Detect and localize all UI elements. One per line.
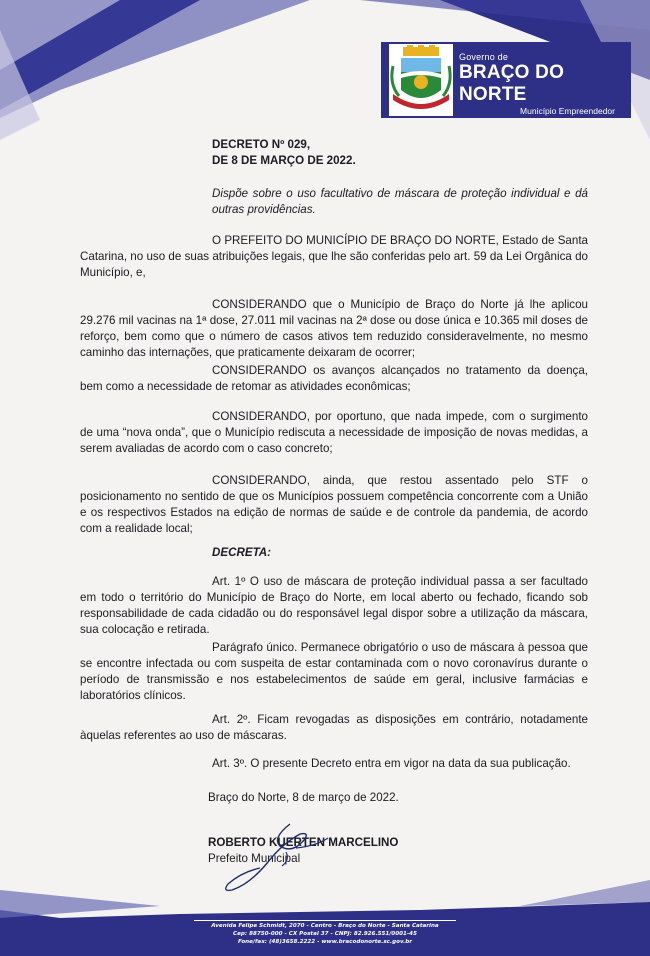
- decreta-heading: DECRETA:: [212, 546, 272, 559]
- article-2: Art. 2º. Ficam revogadas as disposições em contrário, notadamente àquelas referentes ao uso de máscaras.: [80, 713, 588, 742]
- considerando-paragraph-3: CONSIDERANDO, por oportuno, que nada impede, com o surgimento de uma “nova onda”, que o Município rediscuta a necessidade de imposição de novas medidas, a serem avaliadas de acordo com o caso concreto;: [80, 410, 588, 455]
- article-3: Art. 3º. O presente Decreto entra em vigor na data da sua publicação.: [212, 757, 571, 770]
- considerando-paragraph-1: CONSIDERANDO que o Município de Braço do Norte já lhe aplicou 29.276 mil vacinas na 1ª dose, 27.011 mil vacinas na 2ª dose ou dose única e 10.365 mil doses de reforço, bem como que o número de casos ativos tem reduzido consideravelmente, no mesmo caminho das internações, que praticamente deixaram de ocorrer;: [80, 298, 588, 359]
- decree-ementa: Dispõe sobre o uso facultativo de máscara de proteção individual e dá outras providências.: [212, 187, 588, 216]
- logo-line-3: Município Empreendedor: [520, 106, 615, 116]
- signer-name: ROBERTO KUERTEN MARCELINO: [208, 836, 399, 849]
- footer-address: Avenida Felipe Schmidt, 2070 - Centro - Braço do Norte - Santa Catarina: [211, 923, 439, 929]
- decree-title-line-1: DECRETO Nº 029,: [212, 138, 311, 151]
- signer-role: Prefeito Municipal: [208, 852, 301, 865]
- footer-divider: [194, 920, 456, 921]
- footer-postal: Cep: 88750-000 - CX Postal 37 - CNPJ: 82.926.551/0001-45: [233, 931, 417, 937]
- footer-address-block: [0, 922, 650, 946]
- considerando-paragraph-4: CONSIDERANDO, ainda, que restou assentado pelo STF o posicionamento no sentido de que os Municípios possuem competência concorrente com a União e os respectivos Estados na edição de normas de saúde e de controle da pandemia, de acordo com a realidade local;: [80, 474, 588, 535]
- considerando-paragraph-2: CONSIDERANDO os avanços alcançados no tratamento da doença, bem como a necessidade de retomar as atividades econômicas;: [80, 364, 588, 393]
- handwritten-signature: [220, 818, 340, 898]
- article-1-sole-paragraph: Parágrafo único. Permanece obrigatório o uso de máscara à pessoa que se encontre infectada ou com suspeita de estar contaminada com o novo coronavírus durante o período de transmissão e nos estabelecimentos de saúde em geral, inclusive farmácias e laboratórios clínicos.: [80, 641, 588, 702]
- decree-title-line-2: DE 8 DE MARÇO DE 2022.: [212, 154, 356, 167]
- bottom-right-accent: [520, 880, 650, 906]
- logo-line-2: BRAÇO DO NORTE: [459, 62, 565, 105]
- place-and-date: Braço do Norte, 8 de março de 2022.: [208, 791, 399, 804]
- article-1: Art. 1º O uso de máscara de proteção individual passa a ser facultado em todo o território do Município de Braço do Norte, em local aberto ou fechado, ficando sob responsabilidade de cada cidadão ou do responsável legal dispor sobre a utilização da máscara, sua colocação e retirada.: [80, 575, 588, 636]
- footer-contact: Fone/fax: (48)3658.2222 - www.bracodonorte.sc.gov.br: [237, 939, 413, 945]
- municipal-logo: [381, 42, 631, 118]
- logo-line-1: Governo de: [459, 52, 509, 62]
- logo-text: [459, 52, 631, 116]
- preamble-paragraph: O PREFEITO DO MUNICÍPIO DE BRAÇO DO NORTE, Estado de Santa Catarina, no uso de suas atribuições legais, que lhe são conferidas pelo art. 59 da Lei Orgânica do Município, e,: [80, 234, 588, 279]
- bottom-left-accent: [0, 890, 160, 918]
- coat-of-arms-icon: [389, 44, 453, 116]
